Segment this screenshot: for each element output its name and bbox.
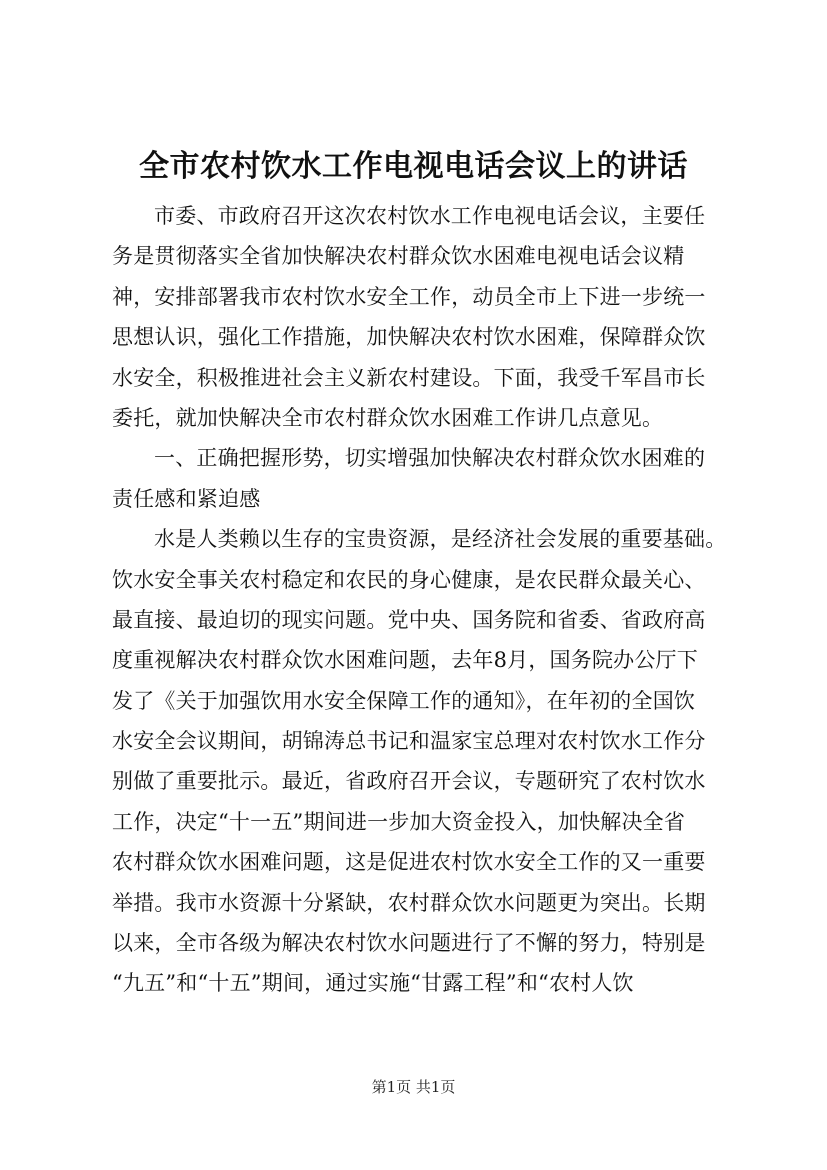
paragraph-line: 水是人类赖以生存的宝贵资源，是经济社会发展的重要基础。: [154, 527, 727, 552]
paragraph-line: 水安全，积极推进社会主义新农村建设。下面，我受千军昌市长: [112, 365, 706, 390]
paragraph-line: 务是贯彻落实全省加快解决农村群众饮水困难电视电话会议精: [112, 244, 685, 269]
paragraph-line: 饮水安全事关农村稳定和农民的身心健康，是农民群众最关心、: [112, 567, 706, 592]
paragraph-line: 以来，全市各级为解决农村饮水问题进行了不懈的努力，特别是: [112, 931, 706, 956]
paragraph-line: 委托，就加快解决全市农村群众饮水困难工作讲几点意见。: [112, 405, 664, 430]
section-heading-line: 责任感和紧迫感: [112, 486, 261, 511]
section-heading-line: 一、正确把握形势，切实增强加快解决农村群众饮水困难的: [154, 446, 706, 471]
paragraph-line: 思想认识，强化工作措施，加快解决农村饮水困难，保障群众饮: [112, 325, 706, 350]
paragraph-line: 发了《关于加强饮用水安全保障工作的通知》，在年初的全国饮: [112, 688, 696, 713]
page-number-footer: 第1页 共1页: [371, 1078, 456, 1096]
paragraph-line: 农村群众饮水困难问题，这是促进农村饮水安全工作的又一重要: [112, 850, 706, 875]
paragraph-line: 别做了重要批示。最近，省政府召开会议，专题研究了农村饮水: [112, 769, 706, 794]
paragraph-line: 神，安排部署我市农村饮水安全工作，动员全市上下进一步统一: [112, 284, 706, 309]
document-title: 全市农村饮水工作电视电话会议上的讲话: [139, 149, 688, 184]
paragraph-line: 度重视解决农村群众饮水困难问题，去年8月，国务院办公厅下: [112, 648, 698, 673]
paragraph-line: “九五”和“十五”期间，通过实施“甘露工程”和“农村人饮: [112, 971, 634, 996]
paragraph-line: 市委、市政府召开这次农村饮水工作电视电话会议，主要任: [154, 204, 706, 228]
paragraph-line: 工作，决定“十一五”期间进一步加大资金投入，加快解决全省: [112, 809, 686, 834]
document-body: [112, 196, 732, 1004]
paragraph-line: 最直接、最迫切的现实问题。党中央、国务院和省委、省政府高: [112, 607, 706, 632]
paragraph-line: 水安全会议期间，胡锦涛总书记和温家宝总理对农村饮水工作分: [112, 729, 706, 754]
paragraph-line: 举措。我市水资源十分紧缺，农村群众饮水问题更为突出。长期: [112, 890, 706, 915]
